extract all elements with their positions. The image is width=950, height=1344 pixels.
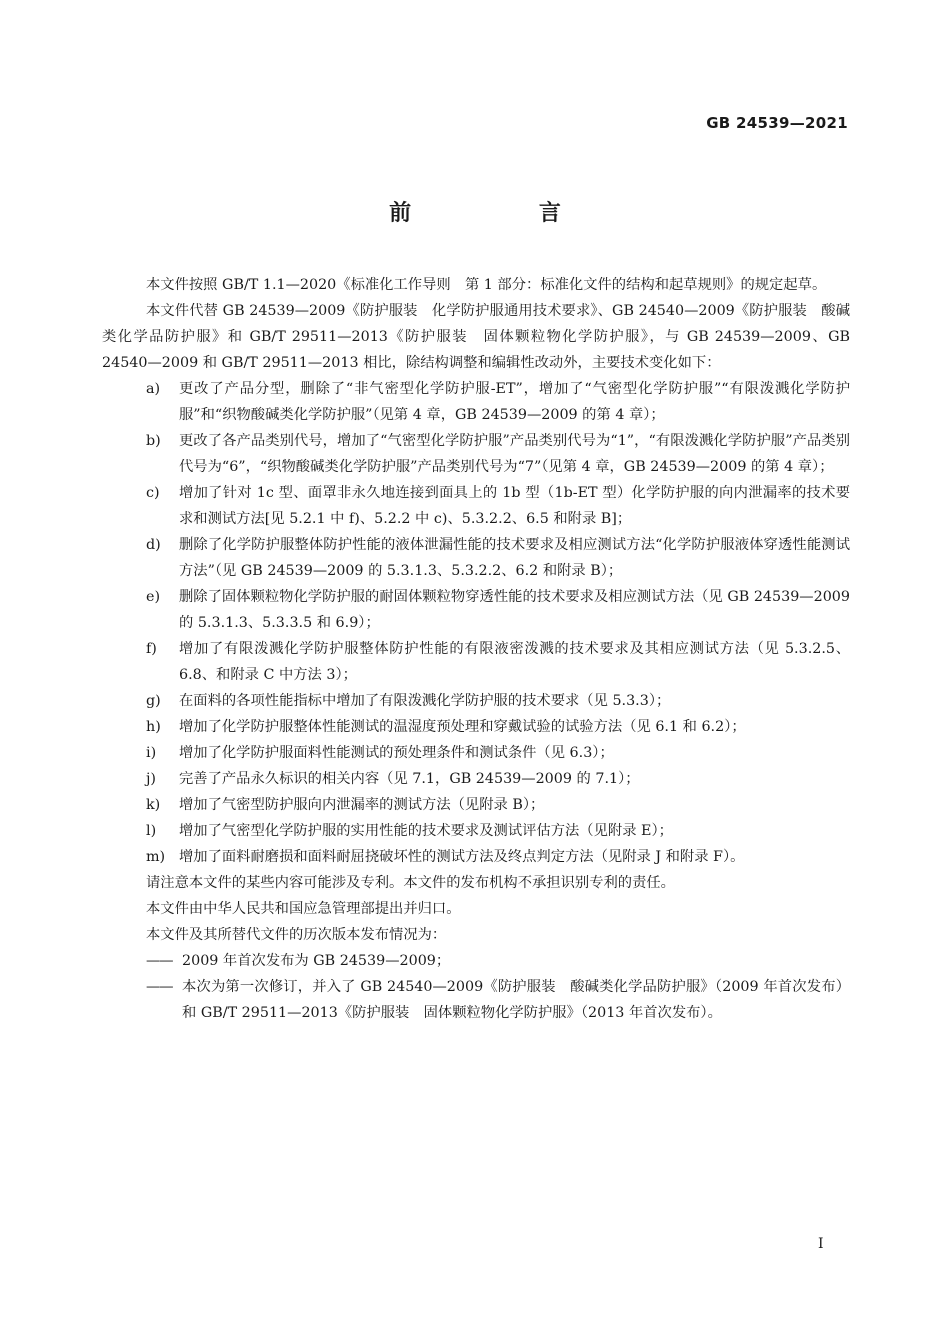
history-text: 2009 年首次发布为 GB 24539—2009； bbox=[182, 953, 451, 969]
history-item-2 bbox=[102, 974, 850, 1026]
item-label: f) bbox=[146, 641, 157, 657]
item-text: 增加了针对 1c 型、面罩非永久地连接到面具上的 1b 型（1b-ET 型）化学防护服的向内泄漏率的技术要求和测试方法[见 5.2.1 中 f)、5.2.2 中 c)、5.3.2.2、6.5 和附录 B]； bbox=[179, 485, 850, 527]
proposer-note: 本文件由中华人民共和国应急管理部提出并归口。 bbox=[146, 901, 461, 917]
dash-mark: —— bbox=[146, 953, 173, 969]
item-label: m) bbox=[146, 849, 166, 865]
change-item-h bbox=[102, 714, 850, 740]
item-text: 删除了化学防护服整体防护性能的液体泄漏性能的技术要求及相应测试方法“化学防护服液体穿透性能测试方法”（见 GB 24539—2009 的 5.3.1.3、5.3.2.2、6.2 和附录 B）； bbox=[179, 537, 850, 579]
patent-note: 请注意本文件的某些内容可能涉及专利。本文件的发布机构不承担识别专利的责任。 bbox=[146, 875, 675, 891]
item-label: h) bbox=[146, 719, 161, 735]
item-text: 增加了气密型防护服向内泄漏率的测试方法（见附录 B）； bbox=[179, 797, 545, 813]
item-label: l) bbox=[146, 823, 157, 839]
item-text: 增加了面料耐磨损和面料耐屈挠破坏性的测试方法及终点判定方法（见附录 J 和附录 F）。 bbox=[179, 849, 745, 865]
item-text: 完善了产品永久标识的相关内容（见 7.1，GB 24539—2009 的 7.1）； bbox=[179, 771, 640, 787]
item-label: a) bbox=[146, 381, 161, 397]
change-item-j bbox=[102, 766, 850, 792]
change-item-c bbox=[102, 480, 850, 532]
item-text: 增加了气密型化学防护服的实用性能的技术要求及测试评估方法（见附录 E）； bbox=[179, 823, 673, 839]
intro-paragraph-1: 本文件按照 GB/T 1.1—2020《标准化工作导则 第 1 部分：标准化文件的结构和起草规则》的规定起草。 bbox=[146, 277, 827, 293]
item-text: 更改了产品分型，删除了“非气密型化学防护服-ET”，增加了“气密型化学防护服”“有限泼溅化学防护服”和“织物酸碱类化学防护服”（见第 4 章，GB 24539—2009 的第 4 章）； bbox=[179, 381, 850, 423]
change-item-d bbox=[102, 532, 850, 584]
item-text: 增加了化学防护服整体性能测试的温湿度预处理和穿戴试验的试验方法（见 6.1 和 6.2）； bbox=[179, 719, 746, 735]
change-item-k bbox=[102, 792, 850, 818]
item-label: i) bbox=[146, 745, 157, 761]
history-intro: 本文件及其所替代文件的历次版本发布情况为： bbox=[146, 927, 447, 943]
item-text: 删除了固体颗粒物化学防护服的耐固体颗粒物穿透性能的技术要求及相应测试方法（见 GB 24539—2009 的 5.3.1.3、5.3.3.5 和 6.9）； bbox=[179, 589, 850, 631]
change-item-l bbox=[102, 818, 850, 844]
standard-code: GB 24539—2021 bbox=[706, 114, 848, 132]
item-label: c) bbox=[146, 485, 160, 501]
change-item-m bbox=[102, 844, 850, 870]
item-label: b) bbox=[146, 433, 161, 449]
item-label: d) bbox=[146, 537, 161, 553]
history-item-1 bbox=[102, 948, 850, 974]
item-text: 更改了各产品类别代号，增加了“气密型化学防护服”产品类别代号为“1”，“有限泼溅化学防护服”产品类别代号为“6”，“织物酸碱类化学防护服”产品类别代号为“7”（见第 4 章，GB 24539—2009 的第 4 章）； bbox=[179, 433, 850, 475]
dash-mark: —— bbox=[146, 979, 173, 995]
item-label: k) bbox=[146, 797, 161, 813]
change-item-f bbox=[102, 636, 850, 688]
page-title: 前 言 bbox=[389, 201, 621, 226]
intro-paragraph-2: 本文件代替 GB 24539—2009《防护服装 化学防护服通用技术要求》、GB 24540—2009《防护服装 酸碱类化学品防护服》和 GB/T 29511—2013《防护服装 固体颗粒物化学防护服》，与 GB 24539—2009、GB 24540—2009 和 GB/T 29511—2013 相比，除结构调整和编辑性改动外，主要技术变化如下： bbox=[102, 303, 850, 371]
item-label: j) bbox=[146, 771, 157, 787]
item-text: 在面料的各项性能指标中增加了有限泼溅化学防护服的技术要求（见 5.3.3）； bbox=[179, 693, 671, 709]
history-text: 本次为第一次修订，并入了 GB 24540—2009《防护服装 酸碱类化学品防护服》（2009 年首次发布）和 GB/T 29511—2013《防护服装 固体颗粒物化学防护服》（2013 年首次发布）。 bbox=[182, 979, 850, 1021]
item-label: g) bbox=[146, 693, 161, 709]
change-item-i bbox=[102, 740, 850, 766]
change-item-a bbox=[102, 376, 850, 428]
change-item-b bbox=[102, 428, 850, 480]
change-item-e bbox=[102, 584, 850, 636]
change-item-g bbox=[102, 688, 850, 714]
item-text: 增加了有限泼溅化学防护服整体防护性能的有限液密泼溅的技术要求及其相应测试方法（见 5.3.2.5、6.8、和附录 C 中方法 3）； bbox=[179, 641, 850, 683]
item-text: 增加了化学防护服面料性能测试的预处理条件和测试条件（见 6.3）； bbox=[179, 745, 614, 761]
page-number: I bbox=[818, 1236, 824, 1252]
item-label: e) bbox=[146, 589, 161, 605]
foreword-body bbox=[102, 272, 850, 1026]
